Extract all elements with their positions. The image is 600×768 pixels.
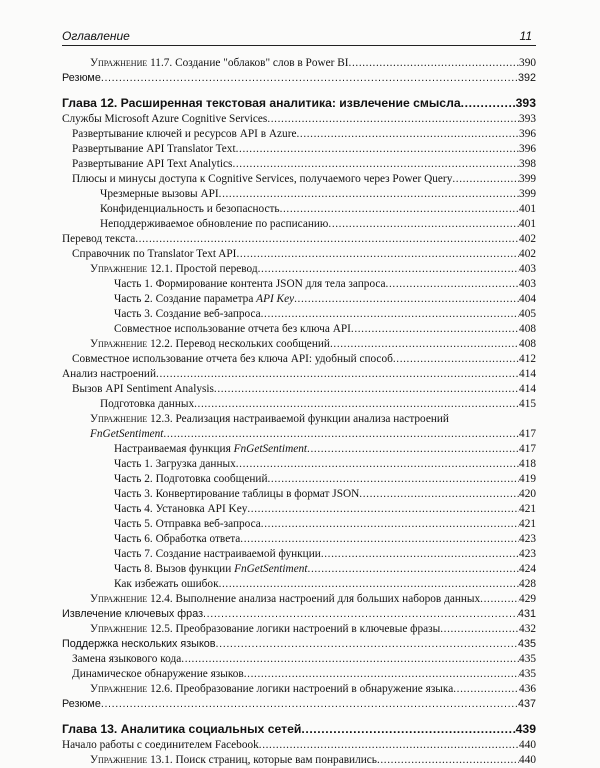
- dot-leader: [219, 577, 519, 592]
- exercise-prefix: Упражнение 13.1.: [90, 754, 173, 766]
- entry-text: Выполнение анализа настроений для больших наборов данных: [172, 593, 481, 605]
- toc-entry-label: [90, 592, 480, 607]
- toc-entry-label: [62, 607, 203, 622]
- dot-leader: [268, 472, 520, 487]
- toc-entry[interactable]: [114, 532, 536, 547]
- entry-text: Справочник по Translator Text API: [72, 248, 237, 260]
- toc-entry-label: [62, 71, 101, 86]
- toc-entry[interactable]: [62, 637, 536, 652]
- dot-leader: [328, 217, 519, 232]
- dot-leader: [219, 187, 519, 202]
- dot-leader: [307, 442, 519, 457]
- toc-entry-page: 412: [519, 353, 536, 365]
- toc-entry-page: 408: [519, 323, 536, 335]
- dot-leader: [135, 232, 519, 247]
- entry-text: Часть 6. Обработка ответа: [114, 533, 241, 545]
- entry-text: Развертывание API Translator Text: [72, 143, 236, 155]
- toc-entry-label: [90, 262, 258, 277]
- toc-entry[interactable]: [114, 307, 536, 322]
- toc-entry[interactable]: [72, 127, 536, 142]
- exercise-prefix: Упражнение 12.2.: [90, 338, 173, 350]
- dot-leader: [214, 382, 519, 397]
- entry-text: Резюме: [62, 72, 101, 84]
- toc-entry-page: 415: [519, 398, 536, 410]
- entry-text: Поддержка нескольких языков: [62, 638, 216, 650]
- toc-entry-label: [114, 577, 219, 592]
- toc-entry-page: 435: [517, 638, 536, 650]
- toc-entry-page: 393: [519, 113, 536, 125]
- entry-emphasis: FnGetSentiment: [233, 443, 308, 455]
- exercise-prefix: Упражнение 12.4.: [90, 593, 173, 605]
- toc-entry-page: 432: [519, 623, 536, 635]
- dot-leader: [203, 607, 518, 622]
- toc-entry-page: 439: [515, 722, 536, 736]
- entry-text: Часть 3. Создание веб-запроса: [114, 308, 261, 320]
- toc-entry[interactable]: [62, 367, 536, 382]
- entry-emphasis: FnGetSentiment: [234, 563, 308, 575]
- entry-text: Часть 4. Установка API Key: [114, 503, 248, 515]
- dot-leader: [452, 172, 519, 187]
- entry-text: Глава 13. Аналитика социальных сетей: [62, 722, 302, 736]
- dot-leader: [480, 592, 519, 607]
- dot-leader: [247, 502, 519, 517]
- entry-text: Чрезмерные вызовы API: [100, 188, 219, 200]
- toc-entry-page: 396: [519, 128, 536, 140]
- toc-entry-page: 399: [519, 173, 536, 185]
- entry-text: Как избежать ошибок: [114, 578, 219, 590]
- toc-entry[interactable]: [90, 682, 536, 697]
- toc-entry[interactable]: [90, 753, 536, 768]
- entry-text: Развертывание ключей и ресурсов API в Azure: [72, 128, 297, 140]
- toc-entry[interactable]: [62, 112, 536, 127]
- toc-entry[interactable]: [72, 652, 536, 667]
- toc-entry[interactable]: [114, 487, 536, 502]
- toc-entry-page: 401: [519, 218, 536, 230]
- running-title: Оглавление: [62, 29, 130, 43]
- toc-entry-page: 417: [519, 443, 536, 455]
- toc-entry-label: [114, 472, 268, 487]
- dot-leader: [258, 262, 519, 277]
- toc-entry[interactable]: [72, 172, 536, 187]
- toc-entry-label: [62, 722, 301, 737]
- dot-leader: [240, 532, 519, 547]
- toc-entry[interactable]: [114, 562, 536, 577]
- entry-text: Перевод нескольких сообщений: [172, 338, 330, 350]
- entry-text: Глава 12. Расширенная текстовая аналитика: извлечение смысла: [62, 96, 461, 110]
- dot-leader: [393, 352, 519, 367]
- entry-text: Часть 3. Конвертирование таблицы в формат JSON: [114, 488, 360, 500]
- toc-entry[interactable]: [114, 547, 536, 562]
- dot-leader: [181, 652, 519, 667]
- toc-entry[interactable]: [114, 517, 536, 532]
- toc-entry-page: 398: [519, 158, 536, 170]
- toc-entry-page: 390: [519, 57, 536, 69]
- exercise-prefix: Упражнение 12.1.: [90, 263, 173, 275]
- exercise-prefix: Упражнение 12.6.: [90, 683, 173, 695]
- toc-entry-label: [90, 682, 453, 697]
- toc-entry[interactable]: [72, 667, 536, 682]
- toc-entry-page: 435: [519, 653, 536, 665]
- entry-text: Часть 8. Вызов функции: [114, 563, 235, 575]
- dot-leader: [296, 127, 519, 142]
- dot-leader: [236, 457, 519, 472]
- page-header: [62, 28, 536, 46]
- toc-entry-page: 417: [519, 428, 536, 440]
- toc-entry[interactable]: [72, 352, 536, 367]
- dot-leader: [377, 753, 519, 768]
- toc-entry[interactable]: [114, 457, 536, 472]
- toc-entry-label: [72, 127, 296, 142]
- entry-text: Развертывание API Text Analytics: [72, 158, 233, 170]
- toc-entry-label: [114, 562, 308, 577]
- toc-entry-label: [90, 622, 440, 637]
- toc-entry-page: 429: [519, 593, 536, 605]
- toc-entry-label: [62, 637, 216, 652]
- toc-entry-page: 402: [519, 233, 536, 245]
- toc-entry-page: 419: [519, 473, 536, 485]
- toc-entry-label: [72, 382, 214, 397]
- toc-entry-label: [90, 412, 449, 427]
- toc-entry-page: 423: [519, 533, 536, 545]
- toc-entry-page: 404: [519, 293, 536, 305]
- entry-text: Преобразование логики настроений в ключевые фразы: [172, 623, 441, 635]
- entry-text: Настраиваемая функция: [114, 443, 234, 455]
- toc-entry-label: [114, 487, 359, 502]
- dot-leader: [261, 517, 519, 532]
- page-number: 11: [519, 29, 532, 43]
- dot-leader: [156, 367, 519, 382]
- entry-text: Замена языкового кода: [72, 653, 182, 665]
- toc-entry-label: [62, 738, 259, 753]
- toc-entry-page: 437: [517, 698, 536, 710]
- toc-entry[interactable]: [72, 247, 536, 262]
- entry-text: Поиск страниц, которые вам понравились: [172, 754, 377, 766]
- toc-entry-label: [90, 56, 349, 71]
- toc-entry-label: [114, 322, 351, 337]
- toc-entry-page: 421: [519, 518, 536, 530]
- toc-entry-page: 408: [519, 338, 536, 350]
- toc-entry[interactable]: [114, 442, 536, 457]
- entry-text: Вызов API Sentiment Analysis: [72, 383, 214, 395]
- toc-entry-label: [62, 112, 267, 127]
- toc-entry-label: [62, 232, 135, 247]
- entry-text: Подготовка данных: [100, 398, 195, 410]
- entry-text: Часть 5. Отправка веб-запроса: [114, 518, 261, 530]
- dot-leader: [101, 71, 518, 86]
- toc-entry-label: [114, 307, 261, 322]
- toc-entry-label: [72, 142, 236, 157]
- entry-text: Неподдерживаемое обновление по расписанию: [100, 218, 329, 230]
- exercise-prefix: Упражнение 12.3.: [90, 413, 173, 425]
- entry-emphasis: API Key: [256, 293, 295, 305]
- toc-entry-label: [62, 96, 461, 111]
- toc-entry[interactable]: [62, 71, 536, 86]
- toc-entry[interactable]: [72, 142, 536, 157]
- toc-entry-label: [114, 547, 321, 562]
- dot-leader: [440, 622, 519, 637]
- dot-leader: [101, 697, 518, 712]
- toc-entry-page: 440: [519, 739, 536, 751]
- dot-leader: [280, 202, 519, 217]
- toc-entry-page: 401: [519, 203, 536, 215]
- toc-entry[interactable]: [114, 472, 536, 487]
- toc-entry-label: [100, 187, 219, 202]
- entry-text: Плюсы и минусы доступа к Cognitive Services, получаемого через Power Query: [72, 173, 453, 185]
- toc-entry-page: 392: [517, 72, 536, 84]
- dot-leader: [301, 722, 515, 737]
- toc-entry-label: [100, 217, 328, 232]
- toc-entry[interactable]: [62, 738, 536, 753]
- dot-leader: [351, 322, 519, 337]
- toc-entry[interactable]: [100, 217, 536, 232]
- toc-entry[interactable]: [114, 502, 536, 517]
- toc-entry-label: FnGetSentiment: [90, 428, 164, 440]
- exercise-prefix: Упражнение 12.5.: [90, 623, 173, 635]
- dot-leader: [259, 738, 519, 753]
- toc-entry-label: [90, 753, 377, 768]
- toc-entry[interactable]: [62, 232, 536, 247]
- toc-entry-label: [72, 172, 452, 187]
- entry-text: Создание "облаков" слов в Power BI: [172, 57, 349, 69]
- entry-text: Резюме: [62, 698, 101, 710]
- toc-entry-page: 435: [519, 668, 536, 680]
- toc-entry-page: 424: [519, 563, 536, 575]
- toc-entry[interactable]: [100, 397, 536, 412]
- toc-entry-label: [114, 277, 386, 292]
- toc-entry-page: 403: [519, 278, 536, 290]
- toc-entry[interactable]: [100, 202, 536, 217]
- toc-entry-label: [114, 502, 247, 517]
- dot-leader: [349, 56, 520, 71]
- entry-text: Совместное использование отчета без ключа API: [114, 323, 351, 335]
- toc-entry-page: 403: [519, 263, 536, 275]
- toc-entry-label: [62, 367, 156, 382]
- entry-text: Часть 2. Создание параметра: [114, 293, 257, 305]
- toc-entry[interactable]: [72, 382, 536, 397]
- toc-entry-page: 393: [515, 96, 536, 110]
- toc-entry-page: 421: [519, 503, 536, 515]
- dot-leader: [194, 397, 519, 412]
- entry-text: Перевод текста: [62, 233, 136, 245]
- toc-entry-label: [100, 202, 280, 217]
- toc-entry-label: [114, 457, 236, 472]
- toc-entry-label: [114, 517, 261, 532]
- dot-leader: [308, 562, 520, 577]
- entry-text: Конфиденциальность и безопасность: [100, 203, 280, 215]
- dot-leader: [461, 96, 516, 111]
- toc-entry[interactable]: [90, 337, 536, 352]
- toc-entry[interactable]: [62, 607, 536, 622]
- entry-text: Начало работы с соединителем Facebook: [62, 739, 259, 751]
- entry-text: Преобразование логики настроений в обнаружение языка: [172, 683, 454, 695]
- toc-entry-label: [72, 652, 181, 667]
- toc-entry-page: 431: [517, 608, 536, 620]
- exercise-prefix: Упражнение 11.7.: [90, 57, 173, 69]
- entry-text: Часть 2. Подготовка сообщений: [114, 473, 268, 485]
- toc-entry[interactable]: [114, 277, 536, 292]
- toc-entry-page: 402: [519, 248, 536, 260]
- dot-leader: [236, 247, 519, 262]
- dot-leader: [236, 142, 519, 157]
- dot-leader: [294, 292, 519, 307]
- toc-entry-page: 428: [519, 578, 536, 590]
- toc-entry[interactable]: [72, 157, 536, 172]
- dot-leader: [163, 427, 519, 442]
- toc-entry[interactable]: [114, 322, 536, 337]
- toc-entry-page: 414: [519, 368, 536, 380]
- toc-entry[interactable]: [100, 187, 536, 202]
- toc-entry-label: [90, 337, 330, 352]
- header-rule: [62, 45, 536, 46]
- toc-entry[interactable]: [90, 427, 536, 442]
- entry-text: Часть 7. Создание настраиваемой функции: [114, 548, 321, 560]
- toc-entry-page: 436: [519, 683, 536, 695]
- dot-leader: [261, 307, 519, 322]
- entry-text: Извлечение ключевых фраз: [62, 608, 204, 620]
- entry-text: Динамическое обнаружение языков: [72, 668, 244, 680]
- toc-entry-page: 396: [519, 143, 536, 155]
- dot-leader: [359, 487, 519, 502]
- toc-entry-page: 399: [519, 188, 536, 200]
- toc-entry-page: 423: [519, 548, 536, 560]
- toc-entry-label: [72, 352, 393, 367]
- toc-entry[interactable]: [90, 412, 536, 427]
- toc-entry-page: 418: [519, 458, 536, 470]
- entry-text: Простой перевод: [172, 263, 258, 275]
- toc-entry[interactable]: [90, 592, 536, 607]
- toc-entry[interactable]: [90, 622, 536, 637]
- toc-entry-label: [72, 667, 244, 682]
- toc-entry-label: [72, 157, 232, 172]
- toc-entry-page: 420: [519, 488, 536, 500]
- entry-text: Анализ настроений: [62, 368, 157, 380]
- entry-text: Часть 1. Формирование контента JSON для тела запроса: [114, 278, 386, 290]
- toc-entry-page: 440: [519, 754, 536, 766]
- dot-leader: [453, 682, 519, 697]
- toc-entry[interactable]: [114, 292, 536, 307]
- entry-text: Часть 1. Загрузка данных: [114, 458, 236, 470]
- toc-chapter[interactable]: [62, 722, 536, 737]
- dot-leader: [232, 157, 519, 172]
- dot-leader: [330, 337, 519, 352]
- toc-entry-label: [100, 397, 194, 412]
- entry-text: Совместное использование отчета без ключа API: удобный способ: [72, 353, 393, 365]
- toc-entry-page: 414: [519, 383, 536, 395]
- entry-text: Службы Microsoft Azure Cognitive Services: [62, 113, 268, 125]
- toc-entry[interactable]: [90, 56, 536, 71]
- toc-entry[interactable]: [90, 262, 536, 277]
- toc-entry-label: [114, 292, 294, 307]
- toc-entry[interactable]: [62, 697, 536, 712]
- dot-leader: [267, 112, 519, 127]
- toc-entry-label: [72, 247, 236, 262]
- toc-chapter[interactable]: [62, 96, 536, 111]
- dot-leader: [244, 667, 519, 682]
- dot-leader: [321, 547, 519, 562]
- toc-entry-label: [114, 532, 240, 547]
- entry-text: Реализация настраиваемой функции анализа настроений: [172, 413, 449, 425]
- toc-entry-label: [62, 697, 101, 712]
- dot-leader: [386, 277, 520, 292]
- dot-leader: [216, 637, 518, 652]
- toc-entry-label: [114, 442, 307, 457]
- toc-entry-page: 405: [519, 308, 536, 320]
- toc-entry[interactable]: [114, 577, 536, 592]
